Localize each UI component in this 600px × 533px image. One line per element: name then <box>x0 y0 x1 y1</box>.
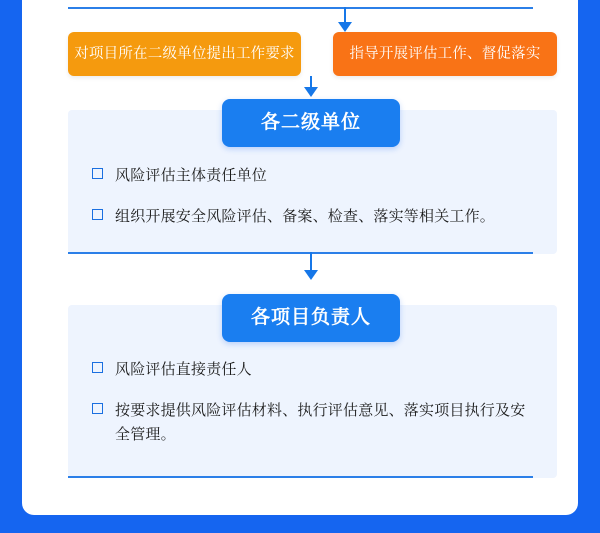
pill-box-left: 对项目所在二级单位提出工作要求 <box>68 32 301 76</box>
list-item-label: 风险评估直接责任人 <box>115 361 252 378</box>
flowchart-canvas <box>44 0 556 515</box>
list-item <box>92 205 532 228</box>
flowchart-page <box>22 0 578 515</box>
section-heading-1: 各二级单位 <box>222 99 400 147</box>
connector-section-1-to-2 <box>310 252 312 272</box>
arrow-section-1-to-2 <box>304 270 318 280</box>
square-bullet-icon <box>92 403 103 414</box>
list-item-label: 风险评估主体责任单位 <box>115 167 268 184</box>
section-1-bullet-list <box>92 164 532 247</box>
square-bullet-icon <box>92 168 103 179</box>
arrow-top-to-right-pill <box>338 22 352 32</box>
list-item <box>92 399 532 446</box>
list-item <box>92 164 532 187</box>
list-item <box>92 358 532 381</box>
list-item-label: 组织开展安全风险评估、备案、检查、落实等相关工作。 <box>115 208 496 226</box>
section-2-bullet-list <box>92 358 532 464</box>
section-heading-2: 各项目负责人 <box>222 294 400 342</box>
pill-box-right: 指导开展评估工作、督促落实 <box>333 32 557 76</box>
arrow-pills-to-section-1 <box>304 87 318 97</box>
square-bullet-icon <box>92 362 103 373</box>
square-bullet-icon <box>92 209 103 220</box>
list-item-label: 按要求提供风险评估材料、执行评估意见、落实项目执行及安全管理。 <box>115 402 526 443</box>
top-divider <box>68 7 533 9</box>
section-2-divider <box>68 476 533 478</box>
section-1-divider <box>68 252 533 254</box>
